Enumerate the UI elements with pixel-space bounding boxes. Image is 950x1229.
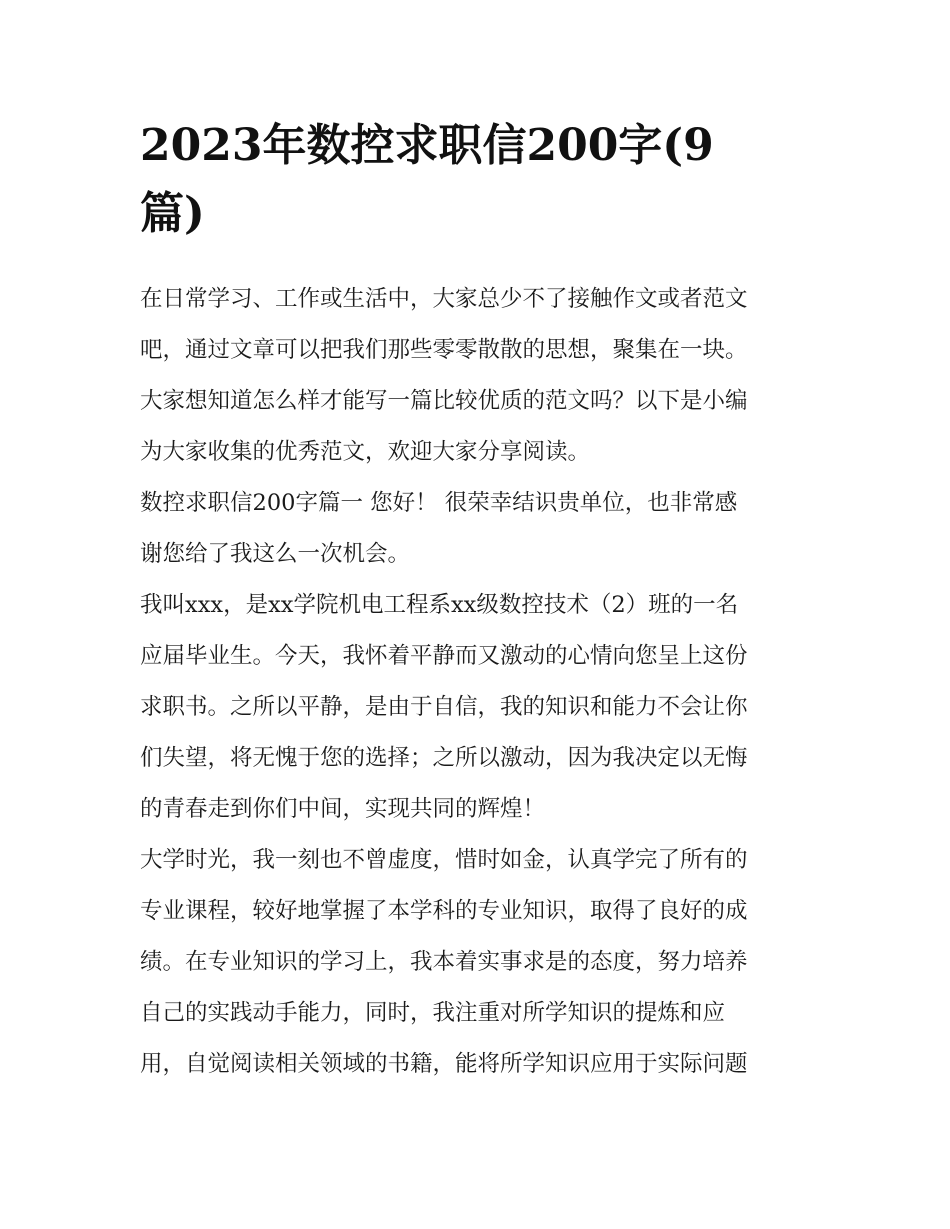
paragraph-line: 应届毕业生。今天，我怀着平静而又激动的心情向您呈上这份 (140, 643, 748, 669)
paragraph-line: 数控求职信200字篇一 您好！ 很荣幸结识贵单位，也非常感 (140, 490, 738, 516)
paragraph-line: 的青春走到你们中间，实现共同的辉煌！ (140, 796, 546, 822)
document-body (140, 274, 810, 1090)
paragraph-line: 专业课程，较好地掌握了本学科的专业知识，取得了良好的成 (140, 898, 748, 924)
paragraph-line: 我叫xxx，是xx学院机电工程系xx级数控技术（2）班的一名 (140, 592, 739, 618)
paragraph-line: 为大家收集的优秀范文，欢迎大家分享阅读。 (140, 439, 591, 465)
paragraph-line: 用，自觉阅读相关领域的书籍，能将所学知识应用于实际问题 (140, 1051, 748, 1077)
paragraph-line: 自己的实践动手能力，同时，我注重对所学知识的提炼和应 (140, 1000, 726, 1026)
paragraph-line: 们失望，将无愧于您的选择；之所以激动，因为我决定以无悔 (140, 745, 748, 771)
paragraph-line: 谢您给了我这么一次机会。 (140, 541, 411, 567)
title-line: 2023年数控求职信200字(9 (140, 120, 714, 171)
paragraph-line: 大学时光，我一刻也不曾虚度，惜时如金，认真学完了所有的 (140, 847, 748, 873)
document-title (140, 112, 780, 248)
paragraph-line: 求职书。之所以平静，是由于自信，我的知识和能力不会让你 (140, 694, 748, 720)
paragraph-line: 吧，通过文章可以把我们那些零零散散的思想，聚集在一块。 (140, 337, 748, 363)
title-line: 篇) (140, 188, 205, 239)
paragraph-line: 大家想知道怎么样才能写一篇比较优质的范文吗？以下是小编 (140, 388, 748, 414)
paragraph-line: 在日常学习、工作或生活中，大家总少不了接触作文或者范文 (140, 286, 748, 312)
paragraph-line: 绩。在专业知识的学习上，我本着实事求是的态度，努力培养 (140, 949, 748, 975)
